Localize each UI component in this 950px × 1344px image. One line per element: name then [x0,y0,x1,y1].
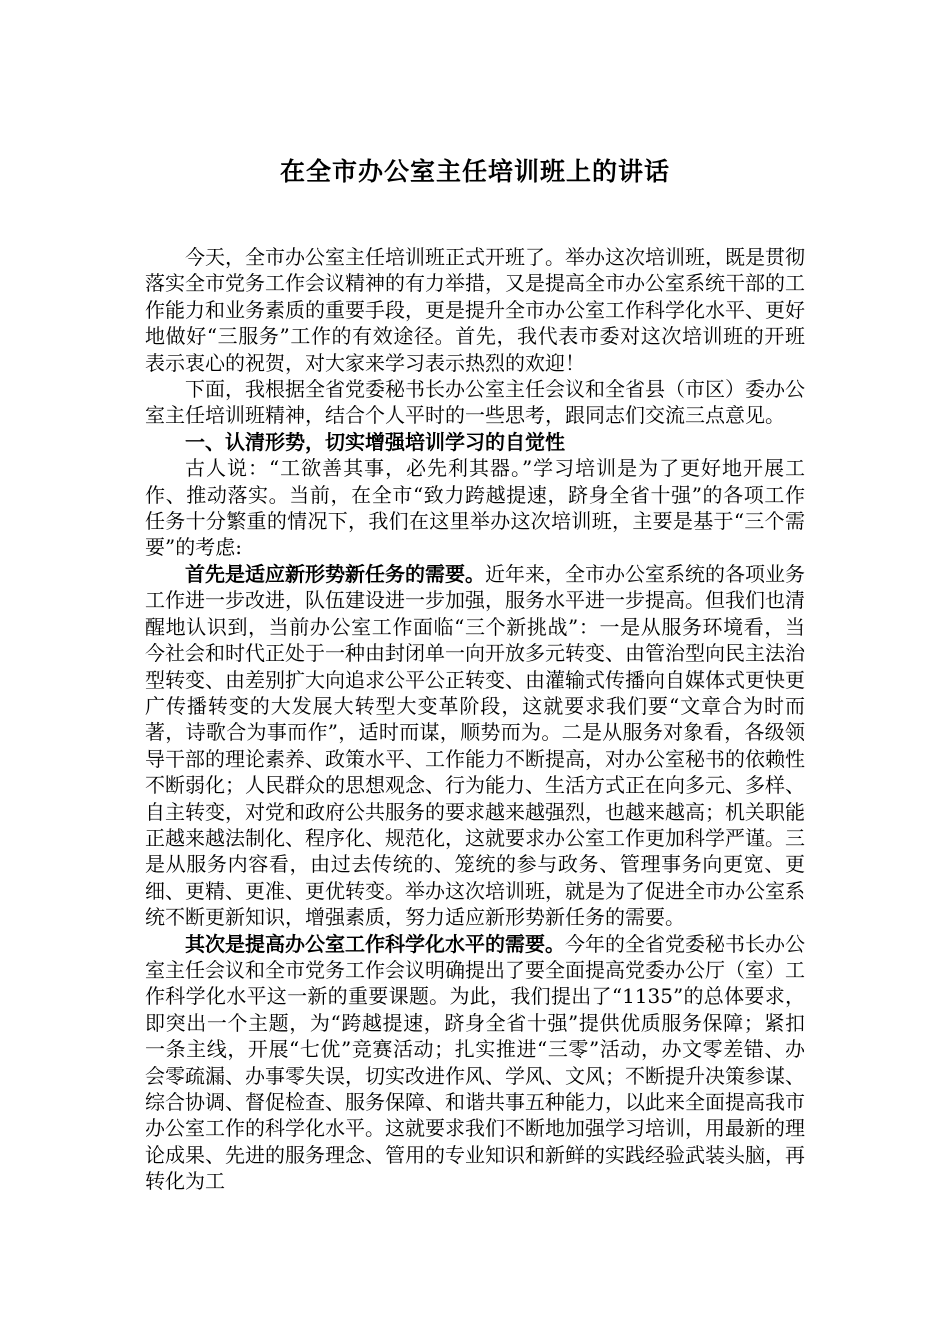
document-body [145,244,805,1195]
section-heading-1: 一、认清形势，切实增强培训学习的自觉性 [185,429,565,454]
paragraph-body-2: 今年的全省党委秘书长办公室主任会议和全市党务工作会议明确提出了要全面提高党委办公厅（室）工作科学化水平这一新的重要课题。为此，我们提出了“1135”的总体要求，即突出一个主题，为“跨越提速，跻身全省十强”提供优质服务保障；紧扣一条主线，开展“七优”竞赛活动；扎实推进“三零”活动，办文零差错、办会零疏漏、办事零失误，切实改进作风、学风、文风；不断提升决策参谋、综合协调、督促检查、服务保障、和谐共事五种能力，以此来全面提高我市办公室工作的科学化水平。这就要求我们不断地加强学习培训，用最新的理论成果、先进的服务理念、管用的专业知识和新鲜的实践经验武装头脑，再转化为工 [145,931,805,1194]
document-title: 在全市办公室主任培训班上的讲话 [279,157,670,186]
paragraph-opening: 今天，全市办公室主任培训班正式开班了。举办这次培训班，既是贯彻落实全市党务工作会议精神的有力举措，又是提高全市办公室系统干部的工作能力和业务素质的重要手段，更是提升全市办公室工作科学化水平、更好地做好“三服务”工作的有效途径。首先，我代表市委对这次培训班的开班表示衷心的祝贺，对大家来学习表示热烈的欢迎！ [145,245,805,375]
paragraph-body-1: 近年来，全市办公室系统的各项业务工作进一步改进，队伍建设进一步加强，服务水平进一步提高。但我们也清醒地认识到，当前办公室工作面临“三个新挑战”：一是从服务环境看，当今社会和时代正处于一种由封闭单一向开放多元转变、由管治型向民主法治型转变、由差别扩大向追求公平公正转变、由灌输式传播向自媒体式更快更广传播转变的大发展大转型大变革阶段，这就要求我们要“文章合为时而著，诗歌合为事而作”，适时而谋，顺势而为。二是从服务对象看，各级领导干部的理论素养、政策水平、工作能力不断提高，对办公室秘书的依赖性不断弱化；人民群众的思想观念、行为能力、生活方式正在向多元、多样、自主转变，对党和政府公共服务的要求越来越强烈，也越来越高；机关职能正越来越法制化、程序化、规范化，这就要求办公室工作更加科学严谨。三是从服务内容看，由过去传统的、笼统的参与政务、管理事务向更宽、更细、更精、更准、更优转变。举办这次培训班，就是为了促进全市办公室系统不断更新知识，增强素质，努力适应新形势新任务的需要。 [145,561,805,930]
paragraph-need-1 [145,561,805,931]
paragraph-lead-1: 首先是适应新形势新任务的需要。 [185,561,485,586]
paragraph-lead-2: 其次是提高办公室工作科学化水平的需要。 [185,931,565,956]
paragraph-quote: 古人说：“工欲善其事，必先利其器。”学习培训是为了更好地开展工作、推动落实。当前，在全市“致力跨越提速，跻身全省十强”的各项工作任务十分繁重的情况下，我们在这里举办这次培训班，主要是基于“三个需要”的考虑: [145,456,805,560]
paragraph-intro: 下面，我根据全省党委秘书长办公室主任会议和全省县（市区）委办公室主任培训班精神，结合个人平时的一些思考，跟同志们交流三点意见。 [145,377,805,428]
paragraph-need-2 [145,931,805,1195]
